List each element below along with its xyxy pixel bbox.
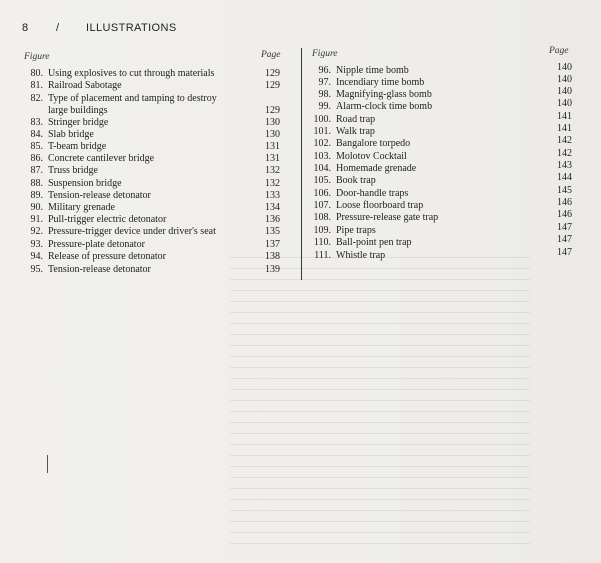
list-item: 110. Ball-point pen trap [313, 237, 412, 248]
section-title: ILLUSTRATIONS [86, 22, 177, 34]
page-ref: 140 [557, 98, 572, 109]
list-item: 106. Door-handle traps [313, 188, 409, 199]
left-page-heading: Page [261, 50, 281, 60]
page-ref: 131 [265, 153, 280, 164]
list-item: 96. Nipple time bomb [318, 65, 409, 76]
page-ref: 135 [265, 226, 280, 237]
page-ref: 142 [557, 148, 572, 159]
page-ref: 132 [265, 165, 280, 176]
page-ref: 133 [265, 190, 280, 201]
page-ref: 134 [265, 202, 280, 213]
list-item: 107. Loose floorboard trap [313, 200, 424, 211]
page-ref: 130 [265, 117, 280, 128]
list-item-continued: large buildings [48, 105, 108, 116]
list-item: 101. Walk trap [313, 126, 375, 137]
list-item: 102. Bangalore torpedo [313, 138, 411, 149]
list-item: 108. Pressure-release gate trap [313, 212, 439, 223]
page-ref: 129 [265, 68, 280, 79]
list-item: 95. Tension-release detonator [30, 264, 151, 275]
page-ref: 146 [557, 209, 572, 220]
page-number: 8 [22, 22, 29, 34]
page-ref: 147 [557, 234, 572, 245]
page-ref: 142 [557, 135, 572, 146]
list-item: 93. Pressure-plate detonator [30, 239, 145, 250]
page-ref: 136 [265, 214, 280, 225]
page-ref: 137 [265, 239, 280, 250]
page-ref: 143 [557, 160, 572, 171]
page-ref: 131 [265, 141, 280, 152]
page-ref: 145 [557, 185, 572, 196]
page-ref: 146 [557, 197, 572, 208]
list-item: 80. Using explosives to cut through materials [30, 68, 215, 79]
page-ref: 139 [265, 264, 280, 275]
page-ref: 132 [265, 178, 280, 189]
list-item: 82. Type of placement and tamping to destroy [30, 93, 217, 104]
list-item: 105. Book trap [313, 175, 376, 186]
page-ref: 147 [557, 222, 572, 233]
list-item: 83. Stringer bridge [30, 117, 109, 128]
list-item: 89. Tension-release detonator [30, 190, 151, 201]
page-ref: 138 [265, 251, 280, 262]
header-slash: / [56, 22, 60, 34]
page-ref: 140 [557, 74, 572, 85]
list-item: 84. Slab bridge [30, 129, 94, 140]
list-item: 111. Whistle trap [314, 250, 386, 261]
list-item: 91. Pull-trigger electric detonator [30, 214, 167, 225]
right-figure-heading: Figure [312, 49, 338, 59]
page-ref: 129 [265, 80, 280, 91]
list-item: 109. Pipe traps [313, 225, 376, 236]
list-item: 98. Magnifying-glass bomb [318, 89, 432, 100]
page-ref: 140 [557, 62, 572, 73]
list-item: 87. Truss bridge [30, 165, 98, 176]
list-item: 99. Alarm-clock time bomb [318, 101, 433, 112]
page-ref: 140 [557, 86, 572, 97]
list-item: 90. Military grenade [30, 202, 115, 213]
left-figure-heading: Figure [24, 52, 50, 62]
right-page-heading: Page [549, 46, 569, 56]
page-ref: 130 [265, 129, 280, 140]
list-item: 86. Concrete cantilever bridge [30, 153, 155, 164]
page-ref: 144 [557, 172, 572, 183]
column-divider [301, 48, 302, 280]
pencil-mark [47, 455, 48, 473]
page-ref: 147 [557, 247, 572, 258]
list-item: 100. Road trap [313, 114, 376, 125]
list-item: 104. Homemade grenade [313, 163, 417, 174]
page-ref: 141 [557, 111, 572, 122]
page-ref: 141 [557, 123, 572, 134]
list-item: 103. Molotov Cocktail [313, 151, 407, 162]
list-item: 97. Incendiary time bomb [318, 77, 425, 88]
list-item: 88. Suspension bridge [30, 178, 122, 189]
list-item: 92. Pressure-trigger device under driver's seat [30, 226, 216, 237]
list-item: 81. Railroad Sabotage [30, 80, 122, 91]
page-ref: 129 [265, 105, 280, 116]
list-item: 85. T-beam bridge [30, 141, 107, 152]
list-item: 94. Release of pressure detonator [30, 251, 167, 262]
bleed-through-texture [230, 250, 530, 550]
